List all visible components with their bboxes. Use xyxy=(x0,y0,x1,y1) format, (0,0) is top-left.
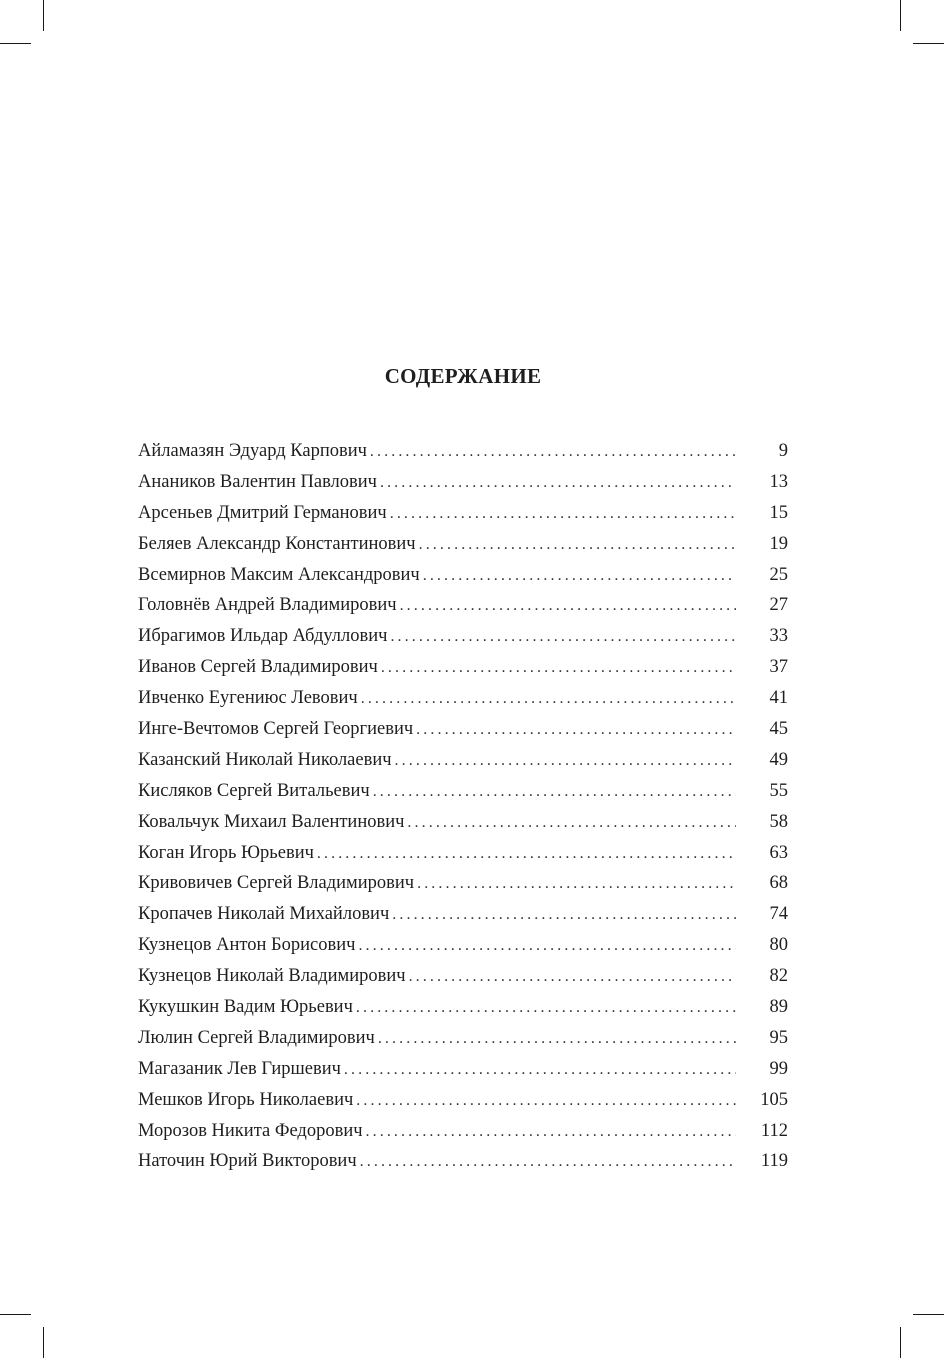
toc-entry-name: Наточин Юрий Викторович xyxy=(138,1151,357,1172)
toc-entry-page-number: 41 xyxy=(769,688,788,709)
toc-entry-name: Кузнецов Николай Владимирович xyxy=(138,966,406,987)
toc-entry[interactable] xyxy=(138,560,788,591)
toc-entry[interactable] xyxy=(138,436,788,467)
toc-dot-leader xyxy=(423,561,736,592)
toc-entry-page-number: 19 xyxy=(769,533,788,554)
toc-entry[interactable] xyxy=(138,899,788,930)
toc-dot-leader xyxy=(378,1024,736,1055)
crop-mark-bottom-right-horizontal xyxy=(913,1314,944,1315)
toc-dot-leader xyxy=(400,591,736,622)
toc-entry[interactable] xyxy=(138,868,788,899)
toc-entry-name: Иванов Сергей Владимирович xyxy=(138,657,378,678)
toc-entry-page-number: 80 xyxy=(769,935,788,956)
toc-entry-page-number: 105 xyxy=(760,1089,788,1110)
toc-entry-name: Всемирнов Максим Александрович xyxy=(138,564,420,585)
toc-entry[interactable] xyxy=(138,1054,788,1085)
toc-entry-name: Анаников Валентин Павлович xyxy=(138,471,377,492)
toc-entry-name: Коган Игорь Юрьевич xyxy=(138,842,314,863)
toc-entry[interactable] xyxy=(138,467,788,498)
toc-entry[interactable] xyxy=(138,1085,788,1116)
toc-entry[interactable] xyxy=(138,714,788,745)
toc-entry-name: Арсеньев Дмитрий Германович xyxy=(138,502,387,523)
toc-entry-name: Кисляков Сергей Витальевич xyxy=(138,780,370,801)
crop-mark-top-left-horizontal xyxy=(0,43,31,44)
toc-entry-name: Айламазян Эдуард Карпович xyxy=(138,441,367,461)
toc-entry-name: Кропачев Николай Михайлович xyxy=(138,904,390,925)
toc-entry-page-number: 112 xyxy=(760,1120,788,1141)
toc-entry[interactable] xyxy=(138,961,788,992)
toc-dot-leader xyxy=(390,499,736,530)
toc-entry[interactable] xyxy=(138,807,788,838)
crop-mark-bottom-left-horizontal xyxy=(0,1314,31,1315)
toc-dot-leader xyxy=(361,684,736,715)
toc-entry[interactable] xyxy=(138,621,788,652)
toc-entry-page-number: 49 xyxy=(769,749,788,770)
toc-entry-name: Морозов Никита Федорович xyxy=(138,1120,363,1141)
toc-entry[interactable] xyxy=(138,590,788,621)
toc-entry[interactable] xyxy=(138,529,788,560)
toc-entry[interactable] xyxy=(138,745,788,776)
table-of-contents xyxy=(138,436,788,1177)
toc-dot-leader xyxy=(360,1147,736,1178)
toc-dot-leader xyxy=(407,808,736,839)
toc-entry-page-number: 119 xyxy=(760,1151,788,1172)
toc-entry[interactable] xyxy=(138,1146,788,1177)
toc-dot-leader xyxy=(373,777,736,808)
toc-dot-leader xyxy=(356,1086,736,1117)
crop-mark-top-right-horizontal xyxy=(913,43,944,44)
toc-entry-name: Инге-Вечтомов Сергей Георгиевич xyxy=(138,719,414,740)
toc-entry-name: Мешков Игорь Николаевич xyxy=(138,1089,354,1110)
toc-entry-name: Кривовичев Сергей Владимирович xyxy=(138,873,415,894)
toc-entry-page-number: 27 xyxy=(769,595,788,616)
toc-entry-page-number: 68 xyxy=(769,873,788,894)
toc-dot-leader xyxy=(417,869,736,900)
crop-mark-bottom-left-vertical xyxy=(43,1327,44,1358)
toc-entry[interactable] xyxy=(138,683,788,714)
toc-entry[interactable] xyxy=(138,930,788,961)
toc-dot-leader xyxy=(370,437,736,468)
crop-mark-top-left-vertical xyxy=(43,0,44,31)
toc-entry-name: Казанский Николай Николаевич xyxy=(138,749,392,770)
toc-entry-name: Ибрагимов Ильдар Абдуллович xyxy=(138,626,388,647)
toc-entry-name: Ивченко Eугениюс Левович xyxy=(138,688,358,709)
crop-mark-bottom-right-vertical xyxy=(900,1327,901,1358)
crop-mark-top-right-vertical xyxy=(900,0,901,31)
toc-dot-leader xyxy=(317,839,736,870)
toc-dot-leader xyxy=(381,653,736,684)
toc-entry-name: Люлин Сергей Владимирович xyxy=(138,1027,375,1048)
toc-dot-leader xyxy=(344,1055,736,1086)
toc-dot-leader xyxy=(392,900,736,931)
toc-entry-page-number: 13 xyxy=(769,471,788,492)
toc-entry-page-number: 95 xyxy=(769,1027,788,1048)
toc-entry-page-number: 55 xyxy=(769,780,788,801)
toc-entry-page-number: 25 xyxy=(769,564,788,585)
toc-dot-leader xyxy=(366,1117,736,1148)
toc-entry-name: Ковальчук Михаил Валентинович xyxy=(138,811,405,832)
toc-entry-page-number: 15 xyxy=(769,502,788,523)
toc-dot-leader xyxy=(358,931,736,962)
toc-entry[interactable] xyxy=(138,838,788,869)
toc-entry[interactable] xyxy=(138,652,788,683)
toc-entry-page-number: 99 xyxy=(769,1058,788,1079)
toc-entry-name: Головнёв Андрей Владимирович xyxy=(138,595,397,616)
toc-dot-leader xyxy=(416,715,736,746)
toc-dot-leader xyxy=(409,962,736,993)
toc-entry-page-number: 9 xyxy=(778,441,788,461)
toc-entry-page-number: 89 xyxy=(769,997,788,1018)
toc-entry-name: Кузнецов Антон Борисович xyxy=(138,935,356,956)
toc-dot-leader xyxy=(419,530,736,561)
toc-dot-leader xyxy=(390,622,736,653)
toc-entry-page-number: 58 xyxy=(769,811,788,832)
toc-entry[interactable] xyxy=(138,1116,788,1147)
toc-entry-page-number: 45 xyxy=(769,719,788,740)
toc-entry[interactable] xyxy=(138,776,788,807)
toc-dot-leader xyxy=(380,468,736,499)
toc-entry-name: Кукушкин Вадим Юрьевич xyxy=(138,997,353,1018)
page-title: СОДЕРЖАНИЕ xyxy=(384,364,542,388)
toc-dot-leader xyxy=(395,746,736,777)
toc-entry-page-number: 33 xyxy=(769,626,788,647)
toc-entry-page-number: 82 xyxy=(769,966,788,987)
toc-dot-leader xyxy=(356,993,736,1024)
toc-entry[interactable] xyxy=(138,1023,788,1054)
toc-entry[interactable] xyxy=(138,992,788,1023)
toc-entry-page-number: 74 xyxy=(769,904,788,925)
toc-entry-page-number: 63 xyxy=(769,842,788,863)
toc-entry-page-number: 37 xyxy=(769,657,788,678)
toc-entry-name: Беляев Александр Константинович xyxy=(138,533,416,554)
toc-entry[interactable] xyxy=(138,498,788,529)
toc-entry-name: Магазаник Лев Гиршевич xyxy=(138,1058,341,1079)
